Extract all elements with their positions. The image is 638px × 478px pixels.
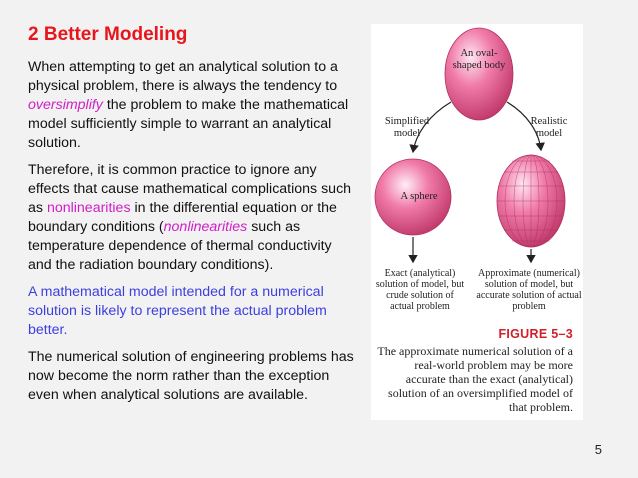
oval-body-shape	[445, 28, 513, 120]
p2-text-a: Therefore, it is common practice to ignore any effects that cause mathematical complications such as	[28, 162, 352, 216]
p1-text-a: When attempting to get an analytical solution to a physical problem, there is always the tendency to	[28, 59, 338, 94]
p1-text-b: the problem to make the mathematical model sufficiently simple to warrant an analytical solution.	[28, 97, 349, 151]
figure-caption: The approximate numerical solution of a real-world problem may be more accurate than the exact (analytical) solution of an oversimplified model of that problem.	[377, 344, 573, 414]
p2-emphasis: nonlinearities	[163, 219, 248, 235]
sphere-label: A sphere	[400, 191, 438, 202]
oval-body-label: An oval-shaped body	[452, 48, 506, 71]
exact-solution-label: Exact (analytical) solution of model, but crude solution of actual problem	[375, 268, 465, 312]
paragraph-numerical-model: A mathematical model intended for a numerical solution is likely to represent the actual problem better.	[28, 284, 327, 338]
p2-text-b: in the differential equation or the boundary conditions (	[28, 200, 337, 235]
body-text	[28, 58, 358, 413]
p2-highlight: nonlinearities	[46, 200, 131, 216]
figure-5-3	[371, 24, 583, 420]
realistic-model-label: Realistic model	[530, 116, 568, 139]
page-number: 5	[594, 442, 602, 457]
paragraph-nonlinearities	[28, 161, 358, 275]
p1-emphasis: oversimplify	[28, 97, 103, 113]
paragraph-norm: The numerical solution of engineering problems has now become the norm rather than the exception even when analytical solutions are available.	[28, 349, 354, 403]
slide-title: 2 Better Modeling	[28, 24, 188, 45]
simplified-model-label: Simplified model	[384, 116, 430, 139]
p2-text-c: such as temperature dependence of thermal conductivity and the radiation boundary conditions).	[28, 219, 332, 273]
figure-number: FIGURE 5–3	[498, 327, 573, 341]
paragraph-oversimplify	[28, 58, 358, 153]
realistic-meshed-body	[497, 155, 565, 247]
approximate-solution-label: Approximate (numerical) solution of model, but accurate solution of actual problem	[476, 268, 582, 312]
